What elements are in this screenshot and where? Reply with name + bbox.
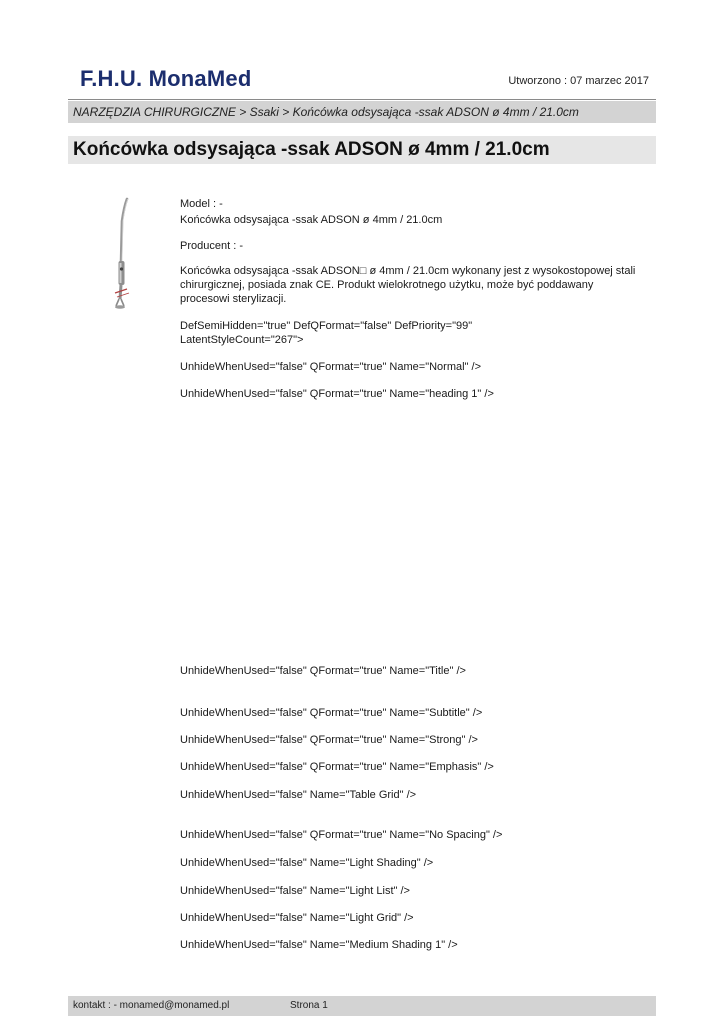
code-line: UnhideWhenUsed="false" Name="Table Grid" /> [180, 789, 417, 801]
breadcrumb-subcategory[interactable]: Ssaki [249, 105, 279, 119]
code-line: UnhideWhenUsed="false" Name="Light List" /> [180, 885, 410, 897]
breadcrumb [68, 101, 656, 123]
producer-label: Producent : - [180, 240, 243, 252]
breadcrumb-category[interactable]: NARZĘDZIA CHIRURGICZNE [73, 105, 236, 119]
code-line: UnhideWhenUsed="false" Name="Light Shading" /> [180, 857, 434, 869]
code-line: UnhideWhenUsed="false" QFormat="true" Name="Emphasis" /> [180, 761, 494, 773]
header-divider [68, 99, 656, 100]
code-line: UnhideWhenUsed="false" QFormat="true" Name="heading 1" /> [180, 388, 494, 400]
suction-tube-image [75, 193, 163, 315]
breadcrumb-separator: > [278, 105, 293, 119]
code-line: UnhideWhenUsed="false" QFormat="true" Name="Normal" /> [180, 361, 481, 373]
model-label: Model : - [180, 198, 223, 210]
product-description: Końcówka odsysająca -ssak ADSON□ ø 4mm / 21.0cm wykonany jest z wysokostopowej stali chirurgicznej, posiada znak CE. Produkt wielokrotnego użytku, może być poddawany procesowi sterylizacji. [180, 265, 636, 305]
model-name: Końcówka odsysająca -ssak ADSON ø 4mm / 21.0cm [180, 214, 443, 226]
breadcrumb-separator: > [235, 105, 250, 119]
page-number: Strona 1 [290, 1000, 328, 1011]
product-title: Końcówka odsysająca -ssak ADSON ø 4mm / 21.0cm [68, 136, 656, 164]
footer-contact[interactable]: kontakt : - monamed@monamed.pl [73, 1000, 230, 1011]
code-line: UnhideWhenUsed="false" Name="Medium Shading 1" /> [180, 939, 458, 951]
breadcrumb-current: Końcówka odsysająca -ssak ADSON ø 4mm / 21.0cm [292, 105, 579, 119]
created-date: Utworzono : 07 marzec 2017 [508, 75, 649, 87]
footer [68, 996, 656, 1016]
code-line: UnhideWhenUsed="false" QFormat="true" Name="Subtitle" /> [180, 707, 483, 719]
code-line: UnhideWhenUsed="false" Name="Light Grid" /> [180, 912, 414, 924]
company-name: F.H.U. MonaMed [80, 66, 252, 91]
code-line: UnhideWhenUsed="false" QFormat="true" Name="No Spacing" /> [180, 829, 503, 841]
code-line: UnhideWhenUsed="false" QFormat="true" Name="Title" /> [180, 665, 466, 677]
code-line: LatentStyleCount="267"> [180, 334, 304, 346]
code-line: UnhideWhenUsed="false" QFormat="true" Name="Strong" /> [180, 734, 478, 746]
code-line: DefSemiHidden="true" DefQFormat="false" DefPriority="99" [180, 320, 473, 332]
